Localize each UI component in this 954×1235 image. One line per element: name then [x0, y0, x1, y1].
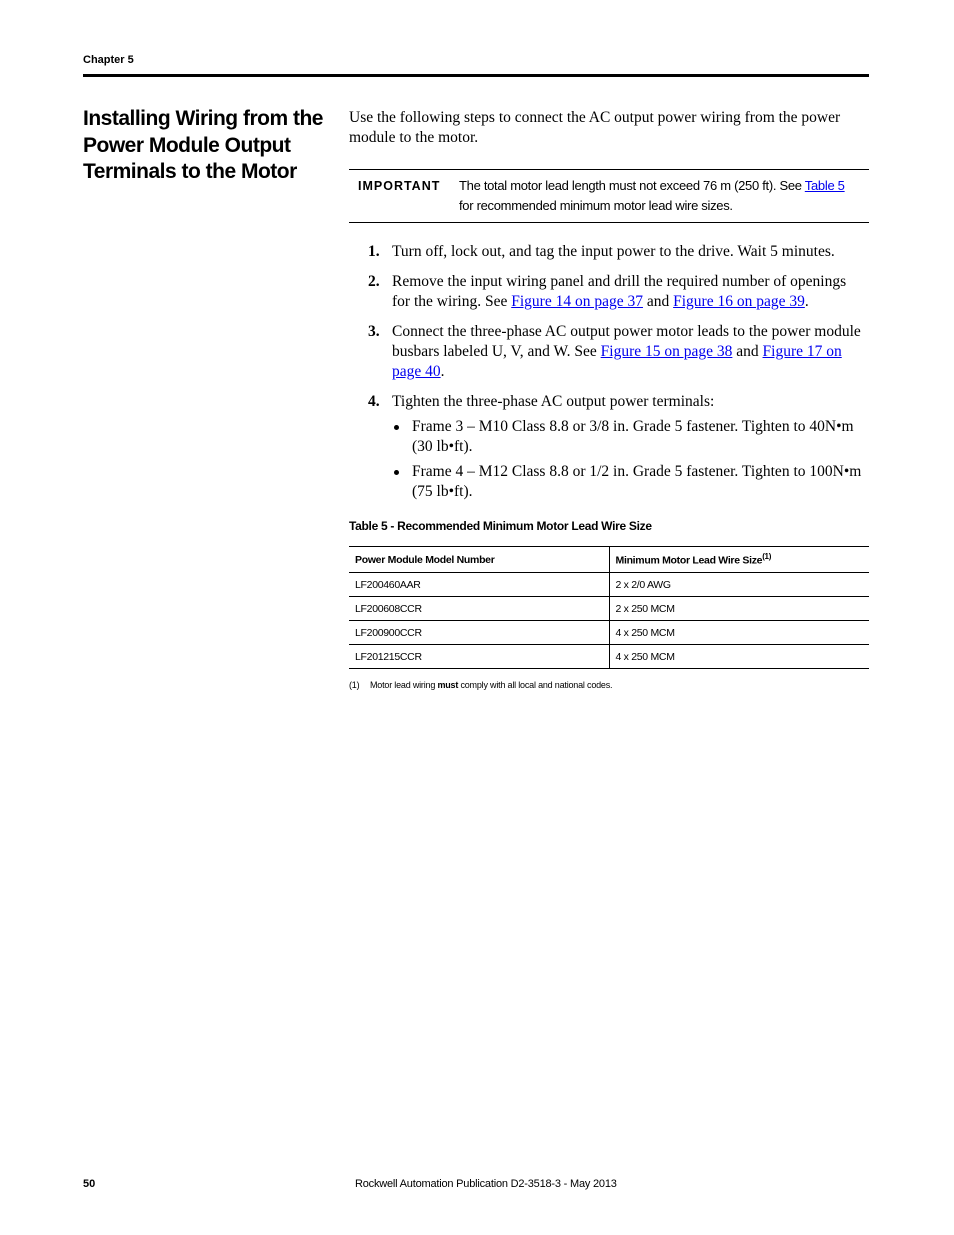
- page-number: 50: [83, 1178, 96, 1190]
- footnote-number: (1): [349, 680, 360, 690]
- steps-list: [368, 242, 868, 512]
- step-text: Turn off, lock out, and tag the input power to the drive. Wait 5 minutes.: [392, 243, 835, 260]
- table-5-link[interactable]: Table 5: [804, 178, 845, 193]
- chapter-header: Chapter 5: [83, 54, 134, 66]
- list-item: [368, 392, 868, 502]
- publication-info: Rockwell Automation Publication D2-3518-3 - May 2013: [355, 1178, 617, 1190]
- list-item: 2. Remove the input wiring panel and drill the required number of openings for the wiring. See Figure 14 on page 37 and Figure 16 on page 39.: [368, 273, 847, 310]
- table-cell: 2 x 2/0 AWG: [609, 573, 869, 597]
- list-item: [368, 242, 868, 262]
- figure-14-link[interactable]: Figure 14 on page 37: [511, 293, 643, 310]
- bullet-item: Frame 3 – M10 Class 8.8 or 3/8 in. Grade 5 fastener. Tighten to 40N•m (30 lb•ft).: [392, 417, 868, 457]
- table-caption: Table 5 - Recommended Minimum Motor Lead Wire Size: [349, 519, 652, 533]
- step-number: 3.: [368, 323, 380, 340]
- table-cell: 2 x 250 MCM: [609, 597, 869, 621]
- table-footnote: (1) Motor lead wiring must comply with all local and national codes.: [349, 680, 613, 690]
- list-item: 3. Connect the three-phase AC output power motor leads to the power module busbars labeled U, V, and W. See Figure 15 on page 38 and Figure 17 on page 40.: [368, 323, 861, 380]
- column-header: Power Module Model Number: [349, 547, 609, 573]
- wire-size-table: [349, 546, 869, 669]
- table-cell: 4 x 250 MCM: [609, 621, 869, 645]
- footnote-ref: (1): [762, 552, 772, 562]
- bullet-dot-icon: [394, 470, 399, 475]
- intro-paragraph: Use the following steps to connect the AC output power wiring from the power module to the motor.: [349, 109, 841, 146]
- step-text: Tighten the three-phase AC output power terminals:: [392, 393, 715, 410]
- column-header: Minimum Motor Lead Wire Size$^{(1)}$: [609, 547, 869, 573]
- figure-15-link[interactable]: Figure 15 on page 38: [600, 343, 733, 360]
- table-row: [349, 621, 869, 645]
- table-cell: LF200608CCR: [349, 597, 609, 621]
- table-row: [349, 597, 869, 621]
- table-row: [349, 645, 869, 669]
- header-rule: [83, 74, 869, 77]
- bullet-item: Frame 4 – M12 Class 8.8 or 1/2 in. Grade 5 fastener. Tighten to 100N•m (75 lb•ft).: [392, 462, 868, 502]
- table-cell: LF200460AAR: [349, 573, 609, 597]
- table-cell: LF200900CCR: [349, 621, 609, 645]
- bullet-dot-icon: [394, 425, 399, 430]
- figure-16-link[interactable]: Figure 16 on page 39: [673, 293, 805, 310]
- table-cell: 4 x 250 MCM: [609, 645, 869, 669]
- step-number: 2.: [368, 273, 380, 290]
- bullet-list: [392, 417, 868, 502]
- section-title: Installing Wiring from the Power Module Output Terminals to the Motor: [83, 107, 323, 183]
- step-number: 4.: [368, 393, 380, 410]
- figure-17-link[interactable]: Figure 17 on page 40: [392, 343, 842, 380]
- important-box: [349, 169, 869, 223]
- table-header-row: [349, 547, 869, 573]
- table-row: [349, 573, 869, 597]
- important-label: IMPORTANT: [358, 179, 441, 193]
- important-text: The total motor lead length must not exceed 76 m (250 ft). See Table 5 for recommended minimum motor lead wire sizes.: [459, 178, 845, 213]
- table-cell: LF201215CCR: [349, 645, 609, 669]
- step-number: 1.: [368, 243, 380, 260]
